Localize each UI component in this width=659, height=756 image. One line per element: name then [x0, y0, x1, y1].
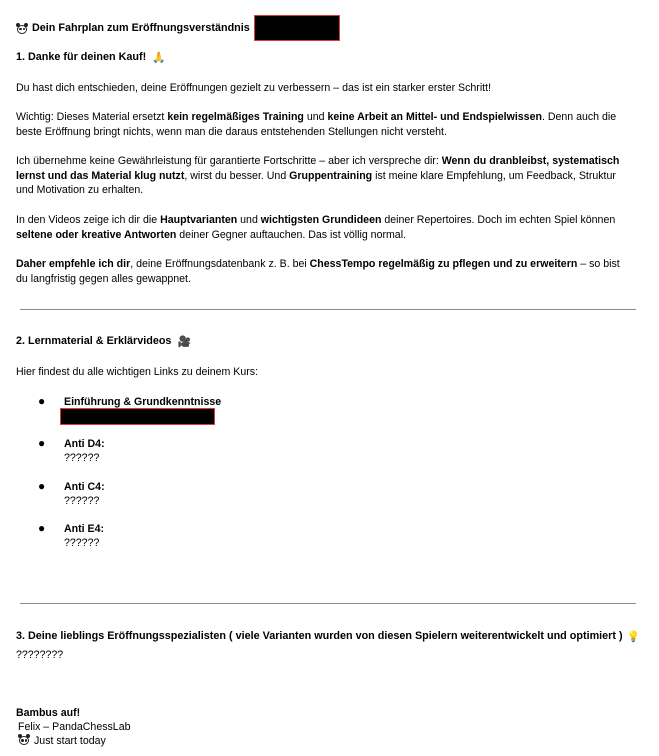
section2-heading-text: 2. Lernmaterial & Erklärvideos — [16, 335, 172, 347]
redacted-link — [60, 408, 215, 425]
bullet-dot: ● — [38, 394, 46, 408]
section-divider — [20, 603, 636, 604]
section1-paragraph-2: Wichtig: Dieses Material ersetzt kein regelmäßiges Training und keine Arbeit an Mittel- und Endspielwissen. Denn auch die beste Eröffnung bringt nichts, wenn man die daraus entstehenden Stellungen nicht versteht. — [16, 111, 617, 138]
tagline-text: Just start today — [34, 735, 106, 747]
redacted-block — [254, 15, 340, 41]
link-item-value[interactable]: ?????? — [64, 452, 100, 464]
section-divider — [20, 309, 636, 310]
section1-paragraph-5: Daher empfehle ich dir, deine Eröffnungsdatenbank z. B. bei ChessTempo regelmäßig zu pflegen und zu erweitern – so bist du langfristig gegen alles gewappnet. — [16, 258, 620, 285]
link-item-value[interactable]: ?????? — [64, 537, 100, 549]
section2-heading — [16, 334, 191, 350]
section1-paragraph-1: Du hast dich entschieden, deine Eröffnungen gezielt zu verbessern – das ist ein starker erster Schritt! — [16, 82, 492, 94]
link-item-title[interactable]: Einführung & Grundkenntnisse — [64, 396, 222, 408]
link-item-title: Anti E4: — [64, 523, 105, 535]
section1-paragraph-4: In den Videos zeige ich dir die Hauptvarianten und wichtigsten Grundideen deiner Repertoires. Doch im echten Spiel können seltene oder kreative Antworten deiner Gegner auftauchen. Das ist völlig normal. — [16, 214, 616, 241]
section2-intro: Hier findest du alle wichtigen Links zu deinem Kurs: — [16, 366, 259, 378]
section3-heading-text: 3. Deine lieblings Eröffnungsspezialisten ( viele Varianten wurden von diesen Spielern weiterentwickelt und optimiert ) — [16, 630, 623, 642]
tagline — [18, 734, 106, 749]
panda-icon — [16, 23, 28, 34]
praying-hands-icon: 🙏 — [152, 52, 166, 64]
document-title — [16, 15, 340, 41]
video-camera-icon: 🎥 — [177, 336, 191, 348]
signoff: Bambus auf! — [16, 707, 81, 719]
author-name: Felix – PandaChessLab — [18, 721, 131, 733]
section3-heading — [16, 629, 640, 645]
bullet-dot: ● — [38, 479, 46, 493]
link-item-value[interactable]: ?????? — [64, 495, 100, 507]
lightbulb-icon: 💡 — [626, 631, 641, 643]
panda-icon — [18, 734, 30, 745]
section1-heading — [16, 50, 166, 66]
link-item-title: Anti C4: — [64, 481, 105, 493]
document-title-text: Dein Fahrplan zum Eröffnungsverständnis — [32, 21, 250, 34]
section1-heading-text: 1. Danke für deinen Kauf! — [16, 51, 147, 63]
bullet-dot: ● — [38, 521, 46, 535]
bullet-dot: ● — [38, 436, 46, 450]
section3-value: ???????? — [16, 649, 64, 661]
section1-paragraph-3: Ich übernehme keine Gewährleistung für garantierte Fortschritte – aber ich verspreche dir: Wenn du dranbleibst, systematisch lernst und das Material klug nutzt, wirst du besser. Und Gruppentraining ist meine klare Empfehlung, um Feedback, Struktur und Motivation zu erhalten. — [16, 155, 620, 196]
link-item-title: Anti D4: — [64, 438, 105, 450]
